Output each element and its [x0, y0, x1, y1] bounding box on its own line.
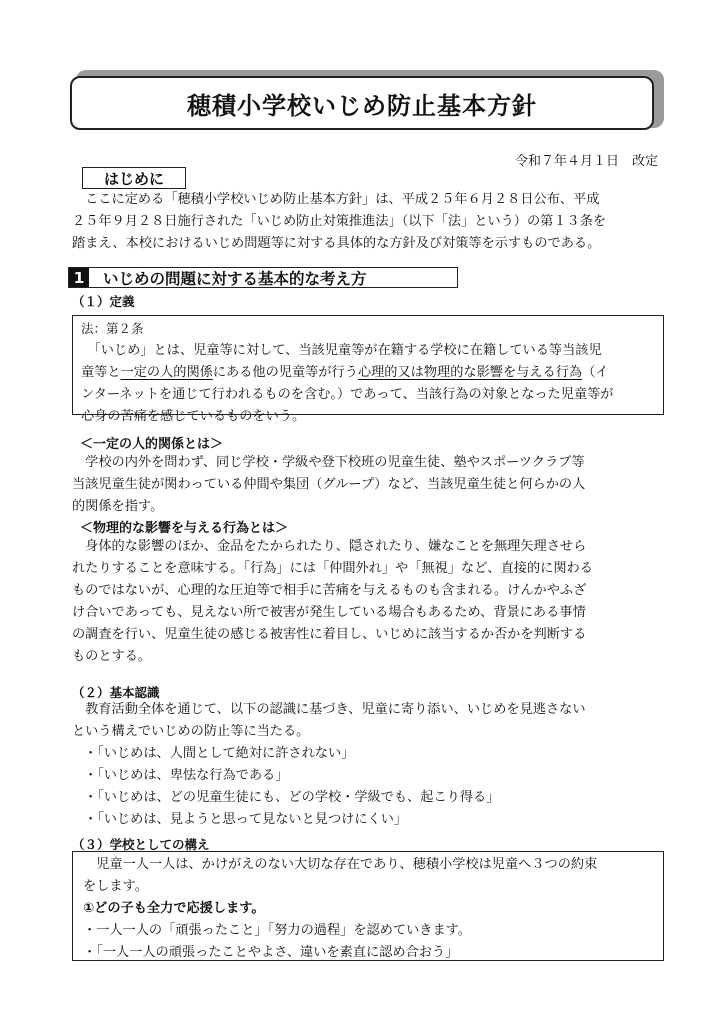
- intro-line: ２５年９月２８日施行された「いじめ防止対策推進法」（以下「法」という）の第１３条を: [72, 214, 607, 229]
- intro-heading: [82, 167, 186, 189]
- underlined-term: 心理的又は物理的な影響を与える行為: [357, 365, 583, 380]
- subheading-personal-relationship: ＜一定の人的関係とは＞: [80, 437, 224, 452]
- intro-heading-text: はじめに: [103, 169, 164, 188]
- subheading-definition: （１）定義: [72, 294, 135, 309]
- list-item: ・「一人一人の頑張ったことやよさ、違いを素直に認め合おう」: [83, 945, 459, 960]
- definition-line: 「いじめ」とは、児童等に対して、当該児童等が在籍する学校に在籍している等当該児: [94, 343, 602, 358]
- list-item: ・「いじめは、どの児童生徒にも、どの学校・学級でも、起こり得る」: [84, 790, 500, 805]
- law-reference: 法：第２条: [81, 321, 144, 336]
- basic-recognition-text: 教育活動全体を通じて、以下の認識に基づき、児童に寄り添い、いじめを見逃さない という構えでいじめの防止等に当たる。: [72, 702, 586, 739]
- list-item: ・一人一人の「頑張ったこと」「努力の過程」を認めていきます。: [83, 923, 471, 938]
- intro-line: 踏まえ、本校におけるいじめ問題等に対する具体的な方針及び対策等を示すものである。: [72, 236, 601, 251]
- subheading-physical-influence: ＜物理的な影響を与える行為とは＞: [80, 521, 289, 536]
- page-title-text: 穂積小学校いじめ防止基本方針: [187, 91, 537, 120]
- section-1-heading: [68, 267, 458, 288]
- school-stance-box: 児童一人一人は、かけがえのない大切な存在であり、穂積小学校は児童へ３つの約束 をします。 ①どの子も全力で応援します。 ・一人一人の「頑張ったこと」「努力の過程」を認めていきます。 ・「一人一人の頑張ったことやよさ、違いを素直に認め合おう」: [72, 851, 664, 961]
- definition-line: ンターネットを通じて行われるものを含む。）であって、当該行為の対象となった児童等が: [81, 387, 614, 402]
- revision-date: 令和７年４月１日 改定: [514, 154, 658, 169]
- section-number: 1: [69, 268, 89, 287]
- personal-relationship-text: 学校の内外を問わず、同じ学校・学級や登下校班の児童生徒、塾やスポーツクラブ等 当該児童生徒が関わっている仲間や集団（グループ）など、当該児童生徒と何らかの人 的関係を指す。: [72, 455, 586, 514]
- page-title: [70, 76, 654, 130]
- list-item: ・「いじめは、見ようと思って見ないと見つけにくい」: [84, 812, 408, 827]
- definition-line: 童等と一定の人的関係にある他の児童等が行う心理的又は物理的な影響を与える行為（イ: [81, 365, 609, 380]
- list-item: ・「いじめは、卑怯な行為である」: [84, 768, 289, 783]
- list-item: ・「いじめは、人間として絶対に許されない」: [84, 746, 355, 761]
- physical-influence-text: 身体的な影響のほか、金品をたかられたり、隠されたり、嫌なことを無理矢理させら れたりすることを意味する。「行為」には「仲間外れ」や「無視」など、直接的に関わる ものではないが、心理的な圧迫等で相手に苦痛を与えるものも含まれる。けんかやふざ け合いであっても、見えない所で被害が発生している場合もあるため、背景にある事情 の調査を行い、児童生徒の感じる被害性に着目し、いじめに該当するか否かを判断する ものとする。: [72, 539, 593, 664]
- intro-line: ここに定める「穂積小学校いじめ防止基本方針」は、平成２５年６月２８日公布、平成: [72, 192, 600, 207]
- underlined-term: 一定の人的関係: [120, 365, 213, 380]
- subheading-school-stance: （３）学校としての構え: [72, 837, 210, 852]
- recognition-list: [84, 743, 499, 831]
- definition-line: 心身の苦痛を感じているものをいう。: [81, 409, 306, 424]
- subheading-basic-recognition: （２）基本認識: [72, 685, 160, 700]
- promise-heading: ①どの子も全力で応援します。: [83, 901, 265, 916]
- intro-paragraph: [72, 189, 662, 255]
- definition-box: [72, 315, 664, 424]
- section-title: いじめの問題に対する基本的な考え方: [103, 269, 367, 288]
